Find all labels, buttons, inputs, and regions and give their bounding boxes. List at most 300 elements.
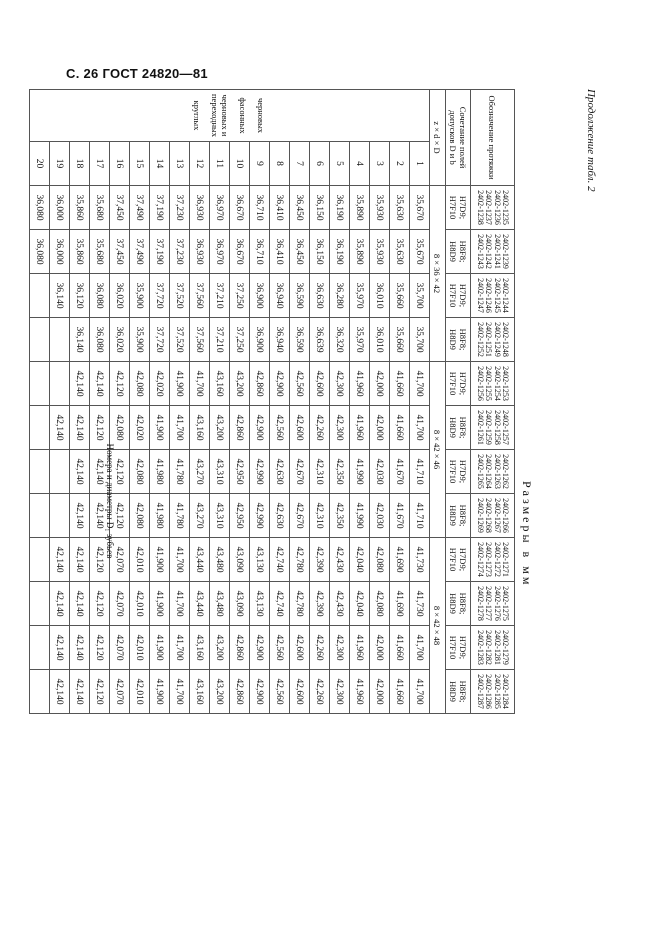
diameter-value: 36,930 bbox=[190, 230, 210, 274]
diameter-value: 41,980 bbox=[150, 494, 170, 538]
diameter-value: 42,140 bbox=[50, 582, 70, 626]
diameter-value: 42,140 bbox=[70, 494, 90, 538]
table-row bbox=[190, 90, 210, 714]
diameter-value: 42,310 bbox=[310, 450, 330, 494]
diameter-value: 43,270 bbox=[190, 450, 210, 494]
diameter-value: 42,010 bbox=[130, 582, 150, 626]
designation-codes bbox=[471, 362, 515, 406]
diameter-value: 43,130 bbox=[250, 538, 270, 582]
diameter-value: 42,600 bbox=[310, 362, 330, 406]
designation-code: 2402-1282 bbox=[484, 630, 494, 665]
diameter-value: 42,260 bbox=[310, 406, 330, 450]
diameter-value: 41,700 bbox=[170, 406, 190, 450]
diameter-value: 35,630 bbox=[390, 230, 410, 274]
diameter-value: 42,430 bbox=[330, 582, 350, 626]
table-row bbox=[410, 90, 430, 714]
diameter-value: 36,410 bbox=[270, 230, 290, 274]
designation-code: 2402-1285 bbox=[493, 674, 502, 709]
diameter-value: 41,900 bbox=[150, 670, 170, 714]
diameter-value: 36,010 bbox=[370, 318, 390, 362]
diameter-value bbox=[30, 538, 50, 582]
diameter-value: 41,660 bbox=[390, 626, 410, 670]
designation-code: 2402-1244 bbox=[501, 278, 511, 313]
diameter-value: 36,150 bbox=[310, 186, 330, 230]
designation-code: 2402-1272 bbox=[493, 542, 502, 577]
designation-code: 2402-1281 bbox=[493, 630, 502, 665]
diameter-value: 36,710 bbox=[250, 230, 270, 274]
diameter-value: 42,120 bbox=[90, 670, 110, 714]
diameter-value: 41,900 bbox=[150, 626, 170, 670]
diameter-value: 42,390 bbox=[310, 582, 330, 626]
designation-code: 2402-1267 bbox=[493, 498, 502, 533]
tooth-number: 6 bbox=[310, 142, 330, 186]
designation-code: 2402-1243 bbox=[476, 234, 485, 269]
diameter-value: 43,090 bbox=[230, 582, 250, 626]
diameter-value: 42,560 bbox=[290, 362, 310, 406]
rotated-table-region bbox=[34, 89, 611, 913]
size-group: 8 × 42 × 48 bbox=[430, 538, 446, 714]
diameter-value: 37,720 bbox=[150, 318, 170, 362]
table-row bbox=[170, 90, 190, 714]
table-row bbox=[390, 90, 410, 714]
diameter-value: 42,030 bbox=[370, 494, 390, 538]
diameter-value: 37,230 bbox=[170, 186, 190, 230]
designation-code: 2402-1254 bbox=[493, 366, 502, 401]
diameter-value: 42,990 bbox=[250, 450, 270, 494]
diameter-value bbox=[30, 582, 50, 626]
diameter-value: 41,710 bbox=[410, 494, 430, 538]
diameter-value: 37,450 bbox=[110, 230, 130, 274]
diameter-value: 43,310 bbox=[210, 494, 230, 538]
table-row bbox=[30, 90, 50, 714]
tolerance-combo: H8F8; H8D9 bbox=[446, 230, 471, 274]
diameter-value: 36,080 bbox=[30, 186, 50, 230]
tolerance-combo: H7D9; H7F10 bbox=[446, 274, 471, 318]
designation-codes bbox=[471, 318, 515, 362]
teeth-diameter-table bbox=[29, 89, 515, 714]
diameter-value: 42,600 bbox=[290, 626, 310, 670]
diameter-value: 41,700 bbox=[410, 406, 430, 450]
size-label: z × d × D bbox=[430, 90, 446, 186]
designation-code: 2402-1278 bbox=[476, 586, 485, 621]
tolerance-combo: H8F8; H8D9 bbox=[446, 494, 471, 538]
diameter-value: 42,030 bbox=[370, 450, 390, 494]
designation-label: Обозначение протяжки bbox=[471, 90, 515, 186]
designation-codes bbox=[471, 406, 515, 450]
diameter-value: 37,210 bbox=[210, 318, 230, 362]
diameter-value: 35,700 bbox=[410, 274, 430, 318]
diameter-value bbox=[50, 494, 70, 538]
diameter-value: 42,080 bbox=[370, 538, 390, 582]
diameter-value: 41,730 bbox=[410, 582, 430, 626]
tooth-number: 18 bbox=[70, 142, 90, 186]
tooth-number: 5 bbox=[330, 142, 350, 186]
designation-code: 2402-1261 bbox=[476, 410, 485, 445]
diameter-value: 42,860 bbox=[250, 362, 270, 406]
designation-codes bbox=[471, 582, 515, 626]
table-row bbox=[130, 90, 150, 714]
diameter-value: 43,270 bbox=[190, 494, 210, 538]
tooth-number: 20 bbox=[30, 142, 50, 186]
diameter-value: 41,670 bbox=[390, 450, 410, 494]
diameter-value: 42,630 bbox=[270, 494, 290, 538]
diameter-value: 42,670 bbox=[290, 494, 310, 538]
diameter-value: 37,190 bbox=[150, 186, 170, 230]
designation-code: 2402-1264 bbox=[484, 454, 494, 489]
tooth-number: 17 bbox=[90, 142, 110, 186]
diameter-value: 42,080 bbox=[110, 406, 130, 450]
tooth-group-label: черновых bbox=[256, 97, 267, 134]
designation-code: 2402-1257 bbox=[501, 410, 511, 445]
designation-code: 2402-1277 bbox=[484, 586, 494, 621]
designation-code: 2402-1283 bbox=[476, 630, 485, 665]
diameter-value: 36,630 bbox=[310, 274, 330, 318]
diameter-value: 36,930 bbox=[190, 186, 210, 230]
diameter-value: 35,670 bbox=[410, 230, 430, 274]
diameter-value: 42,000 bbox=[370, 406, 390, 450]
tooth-number: 19 bbox=[50, 142, 70, 186]
diameter-value: 42,070 bbox=[110, 626, 130, 670]
diameter-value: 42,140 bbox=[50, 538, 70, 582]
diameter-value: 42,010 bbox=[130, 538, 150, 582]
diameter-value: 43,480 bbox=[210, 582, 230, 626]
tooth-number: 10 bbox=[230, 142, 250, 186]
diameter-value: 36,020 bbox=[110, 318, 130, 362]
designation-code: 2402-1241 bbox=[493, 234, 502, 269]
designation-codes bbox=[471, 450, 515, 494]
diameter-value: 43,200 bbox=[210, 406, 230, 450]
diameter-value: 36,970 bbox=[210, 186, 230, 230]
designation-code: 2402-1259 bbox=[484, 410, 494, 445]
diameter-value: 43,440 bbox=[190, 538, 210, 582]
designation-codes bbox=[471, 670, 515, 714]
designation-code: 2402-1239 bbox=[501, 234, 511, 269]
diameter-value: 36,080 bbox=[90, 274, 110, 318]
diameter-value: 37,250 bbox=[230, 318, 250, 362]
diameter-value: 35,700 bbox=[410, 318, 430, 362]
diameter-value: 35,860 bbox=[70, 186, 90, 230]
designation-code: 2402-1246 bbox=[484, 278, 494, 313]
diameter-value: 36,080 bbox=[30, 230, 50, 274]
diameter-value: 37,450 bbox=[110, 186, 130, 230]
designation-code: 2402-1245 bbox=[493, 278, 502, 313]
diameter-value: 36,670 bbox=[230, 230, 250, 274]
diameter-value: 42,140 bbox=[50, 670, 70, 714]
diameter-value: 42,140 bbox=[90, 494, 110, 538]
diameter-value: 41,960 bbox=[350, 626, 370, 670]
diameter-value: 42,080 bbox=[130, 362, 150, 406]
designation-code: 2402-1248 bbox=[501, 322, 511, 357]
diameter-value: 36,020 bbox=[110, 274, 130, 318]
diameter-value: 35,670 bbox=[410, 186, 430, 230]
diameter-value: 42,020 bbox=[150, 362, 170, 406]
table-row bbox=[270, 90, 290, 714]
diameter-value: 42,140 bbox=[50, 626, 70, 670]
diameter-value bbox=[50, 362, 70, 406]
diameter-value: 42,120 bbox=[110, 494, 130, 538]
diameter-value: 42,070 bbox=[110, 670, 130, 714]
tolerance-combo: H7D9; H7F10 bbox=[446, 450, 471, 494]
diameter-value bbox=[30, 362, 50, 406]
diameter-value: 42,140 bbox=[70, 538, 90, 582]
designation-code: 2402-1236 bbox=[493, 190, 502, 225]
diameter-value: 43,160 bbox=[190, 670, 210, 714]
designation-code: 2402-1284 bbox=[501, 674, 511, 709]
designation-code: 2402-1276 bbox=[493, 586, 502, 621]
tooth-number: 3 bbox=[370, 142, 390, 186]
tooth-number: 16 bbox=[110, 142, 130, 186]
diameter-value: 35,660 bbox=[390, 274, 410, 318]
diameter-value: 42,350 bbox=[330, 450, 350, 494]
designation-code: 2402-1256 bbox=[476, 366, 485, 401]
diameter-value: 42,120 bbox=[90, 626, 110, 670]
designation-code: 2402-1238 bbox=[476, 190, 485, 225]
diameter-value: 43,200 bbox=[210, 670, 230, 714]
diameter-value: 36,670 bbox=[230, 186, 250, 230]
diameter-value: 35,930 bbox=[370, 230, 390, 274]
table-row bbox=[330, 90, 350, 714]
diameter-value: 42,000 bbox=[370, 626, 390, 670]
diameter-value bbox=[30, 626, 50, 670]
diameter-value: 42,900 bbox=[250, 670, 270, 714]
designation-code: 2402-1251 bbox=[484, 322, 494, 357]
table-row bbox=[370, 90, 390, 714]
diameter-value: 36,010 bbox=[370, 274, 390, 318]
diameter-value: 42,310 bbox=[310, 494, 330, 538]
diameter-value: 42,140 bbox=[70, 626, 90, 670]
tolerance-combo: H7D9; H7F10 bbox=[446, 362, 471, 406]
diameter-value: 42,140 bbox=[70, 362, 90, 406]
diameter-value: 35,890 bbox=[350, 186, 370, 230]
diameter-value: 37,490 bbox=[130, 186, 150, 230]
diameter-value: 41,960 bbox=[350, 670, 370, 714]
diameter-value: 36,940 bbox=[270, 318, 290, 362]
table-row bbox=[290, 90, 310, 714]
diameter-value: 42,140 bbox=[70, 406, 90, 450]
diameter-value: 36,120 bbox=[70, 274, 90, 318]
diameter-value: 42,740 bbox=[270, 582, 290, 626]
tooth-number: 9 bbox=[250, 142, 270, 186]
diameter-value: 41,700 bbox=[410, 362, 430, 406]
diameter-value: 42,140 bbox=[90, 362, 110, 406]
designation-code: 2402-1237 bbox=[484, 190, 494, 225]
diameter-value: 42,860 bbox=[230, 626, 250, 670]
designation-codes bbox=[471, 230, 515, 274]
diameter-value: 35,680 bbox=[90, 230, 110, 274]
diameter-value: 37,560 bbox=[190, 318, 210, 362]
tolerance-combo: H8F8; H8D9 bbox=[446, 582, 471, 626]
diameter-value: 42,600 bbox=[290, 670, 310, 714]
diameter-value: 41,700 bbox=[170, 538, 190, 582]
diameter-value: 36,940 bbox=[270, 274, 290, 318]
designation-code: 2402-1255 bbox=[484, 366, 494, 401]
designation-codes bbox=[471, 186, 515, 230]
designation-code: 2402-1253 bbox=[501, 366, 511, 401]
diameter-value: 41,990 bbox=[350, 494, 370, 538]
diameter-value: 42,120 bbox=[110, 362, 130, 406]
diameter-value: 41,730 bbox=[410, 538, 430, 582]
diameter-value: 43,200 bbox=[230, 362, 250, 406]
diameter-value: 42,040 bbox=[350, 538, 370, 582]
diameter-value: 43,160 bbox=[190, 406, 210, 450]
tooth-number: 2 bbox=[390, 142, 410, 186]
diameter-value: 42,670 bbox=[290, 450, 310, 494]
diameter-value: 37,490 bbox=[130, 230, 150, 274]
diameter-value: 36,080 bbox=[90, 318, 110, 362]
diameter-value: 43,160 bbox=[190, 626, 210, 670]
diameter-value: 42,350 bbox=[330, 494, 350, 538]
diameter-value: 41,980 bbox=[150, 450, 170, 494]
diameter-value: 36,190 bbox=[330, 230, 350, 274]
diameter-value: 42,560 bbox=[270, 626, 290, 670]
diameter-value: 36,450 bbox=[290, 230, 310, 274]
diameter-value: 41,690 bbox=[390, 582, 410, 626]
tolerance-combo: H8F8; H8D9 bbox=[446, 406, 471, 450]
diameter-value: 42,300 bbox=[330, 670, 350, 714]
diameter-value: 36,639 bbox=[310, 318, 330, 362]
designation-code: 2402-1273 bbox=[484, 542, 494, 577]
units-label: Размеры в мм bbox=[520, 481, 534, 588]
diameter-value: 42,560 bbox=[270, 670, 290, 714]
diameter-value: 36,590 bbox=[290, 318, 310, 362]
diameter-value: 41,960 bbox=[350, 362, 370, 406]
diameter-value bbox=[50, 318, 70, 362]
designation-code: 2402-1258 bbox=[493, 410, 502, 445]
designation-code: 2402-1247 bbox=[476, 278, 485, 313]
diameter-value: 41,660 bbox=[390, 670, 410, 714]
designation-code: 2402-1266 bbox=[501, 498, 511, 533]
diameter-value: 36,150 bbox=[310, 230, 330, 274]
diameter-value: 35,900 bbox=[130, 318, 150, 362]
diameter-value bbox=[30, 450, 50, 494]
diameter-value: 37,210 bbox=[210, 274, 230, 318]
diameter-value bbox=[30, 318, 50, 362]
diameter-value: 41,670 bbox=[390, 494, 410, 538]
diameter-value: 42,040 bbox=[350, 582, 370, 626]
tooth-group-label: фасонных bbox=[238, 97, 249, 134]
diameter-value: 41,700 bbox=[170, 626, 190, 670]
diameter-value: 36,000 bbox=[50, 186, 70, 230]
diameter-value: 41,900 bbox=[170, 362, 190, 406]
diameter-value: 41,660 bbox=[390, 362, 410, 406]
designation-code: 2402-1242 bbox=[484, 234, 494, 269]
size-group: 8 × 36 × 42 bbox=[430, 186, 446, 362]
diameter-value: 42,560 bbox=[270, 406, 290, 450]
tolerance-label: Сочетание полей допусков D и b bbox=[446, 90, 471, 186]
diameter-value: 36,280 bbox=[330, 274, 350, 318]
diameter-value: 42,950 bbox=[230, 450, 250, 494]
diameter-value: 42,900 bbox=[270, 362, 290, 406]
size-group: 8 × 42 × 46 bbox=[430, 362, 446, 538]
designation-code: 2402-1286 bbox=[484, 674, 494, 709]
diameter-value: 36,450 bbox=[290, 186, 310, 230]
designation-code: 2402-1274 bbox=[476, 542, 485, 577]
diameter-value: 41,700 bbox=[170, 582, 190, 626]
table-row bbox=[350, 90, 370, 714]
diameter-value: 42,140 bbox=[70, 450, 90, 494]
tooth-number: 7 bbox=[290, 142, 310, 186]
diameter-value: 41,700 bbox=[170, 670, 190, 714]
diameter-value: 42,300 bbox=[330, 362, 350, 406]
diameter-value: 42,120 bbox=[90, 538, 110, 582]
diameter-value: 41,990 bbox=[350, 450, 370, 494]
diameter-value bbox=[50, 450, 70, 494]
diameter-value: 35,680 bbox=[90, 186, 110, 230]
designation-codes bbox=[471, 494, 515, 538]
diameter-value: 41,700 bbox=[410, 670, 430, 714]
tolerance-combo: H7D9; H7F10 bbox=[446, 626, 471, 670]
diameter-value: 42,010 bbox=[130, 626, 150, 670]
diameter-value: 37,720 bbox=[150, 274, 170, 318]
diameter-value: 36,590 bbox=[290, 274, 310, 318]
table-row bbox=[70, 90, 90, 714]
diameter-value: 36,000 bbox=[50, 230, 70, 274]
diameter-value: 43,440 bbox=[190, 582, 210, 626]
diameter-value: 35,630 bbox=[390, 186, 410, 230]
diameter-value: 37,230 bbox=[170, 230, 190, 274]
designation-code: 2402-1263 bbox=[493, 454, 502, 489]
diameter-value: 43,310 bbox=[210, 450, 230, 494]
diameter-value: 41,900 bbox=[150, 406, 170, 450]
tolerance-combo: H7D9; H7F10 bbox=[446, 538, 471, 582]
diameter-value: 42,000 bbox=[370, 362, 390, 406]
designation-code: 2402-1269 bbox=[476, 498, 485, 533]
diameter-value: 37,250 bbox=[230, 274, 250, 318]
diameter-value: 36,140 bbox=[70, 318, 90, 362]
tooth-number: 15 bbox=[130, 142, 150, 186]
diameter-value: 42,000 bbox=[370, 670, 390, 714]
diameter-value: 43,480 bbox=[210, 538, 230, 582]
diameter-value: 36,900 bbox=[250, 274, 270, 318]
table-row bbox=[310, 90, 330, 714]
diameter-value: 35,890 bbox=[350, 230, 370, 274]
diameter-value: 42,740 bbox=[270, 538, 290, 582]
diameter-value: 42,080 bbox=[130, 494, 150, 538]
diameter-value: 41,690 bbox=[390, 538, 410, 582]
page-header: С. 26 ГОСТ 24820—81 bbox=[66, 66, 208, 81]
diameter-value: 41,780 bbox=[170, 450, 190, 494]
table-row bbox=[210, 90, 230, 714]
tooth-number: 8 bbox=[270, 142, 290, 186]
designation-code: 2402-1265 bbox=[476, 454, 485, 489]
diameter-value: 42,860 bbox=[230, 670, 250, 714]
diameter-value: 42,600 bbox=[290, 406, 310, 450]
diameter-value: 37,520 bbox=[170, 318, 190, 362]
designation-code: 2402-1252 bbox=[476, 322, 485, 357]
diameter-value: 36,140 bbox=[50, 274, 70, 318]
diameter-value: 42,140 bbox=[50, 406, 70, 450]
tolerance-combo: H8F8; H8D9 bbox=[446, 670, 471, 714]
diameter-value: 35,860 bbox=[70, 230, 90, 274]
tolerance-combo: H7D9; H7F10 bbox=[446, 186, 471, 230]
diameter-value: 42,950 bbox=[230, 494, 250, 538]
diameter-value: 35,970 bbox=[350, 274, 370, 318]
diameter-value: 37,190 bbox=[150, 230, 170, 274]
diameter-value: 42,010 bbox=[130, 670, 150, 714]
table-row bbox=[250, 90, 270, 714]
diameter-value: 42,080 bbox=[370, 582, 390, 626]
designation-code: 2402-1275 bbox=[501, 586, 511, 621]
diameter-value: 42,780 bbox=[290, 538, 310, 582]
designation-code: 2402-1249 bbox=[493, 322, 502, 357]
diameter-value: 42,430 bbox=[330, 538, 350, 582]
diameter-value: 42,070 bbox=[110, 582, 130, 626]
tooth-group-label: черновых и переходных bbox=[210, 94, 231, 137]
diameter-value: 43,200 bbox=[210, 626, 230, 670]
diameter-value: 42,390 bbox=[310, 538, 330, 582]
designation-code: 2402-1287 bbox=[476, 674, 485, 709]
diameter-value: 42,260 bbox=[310, 670, 330, 714]
